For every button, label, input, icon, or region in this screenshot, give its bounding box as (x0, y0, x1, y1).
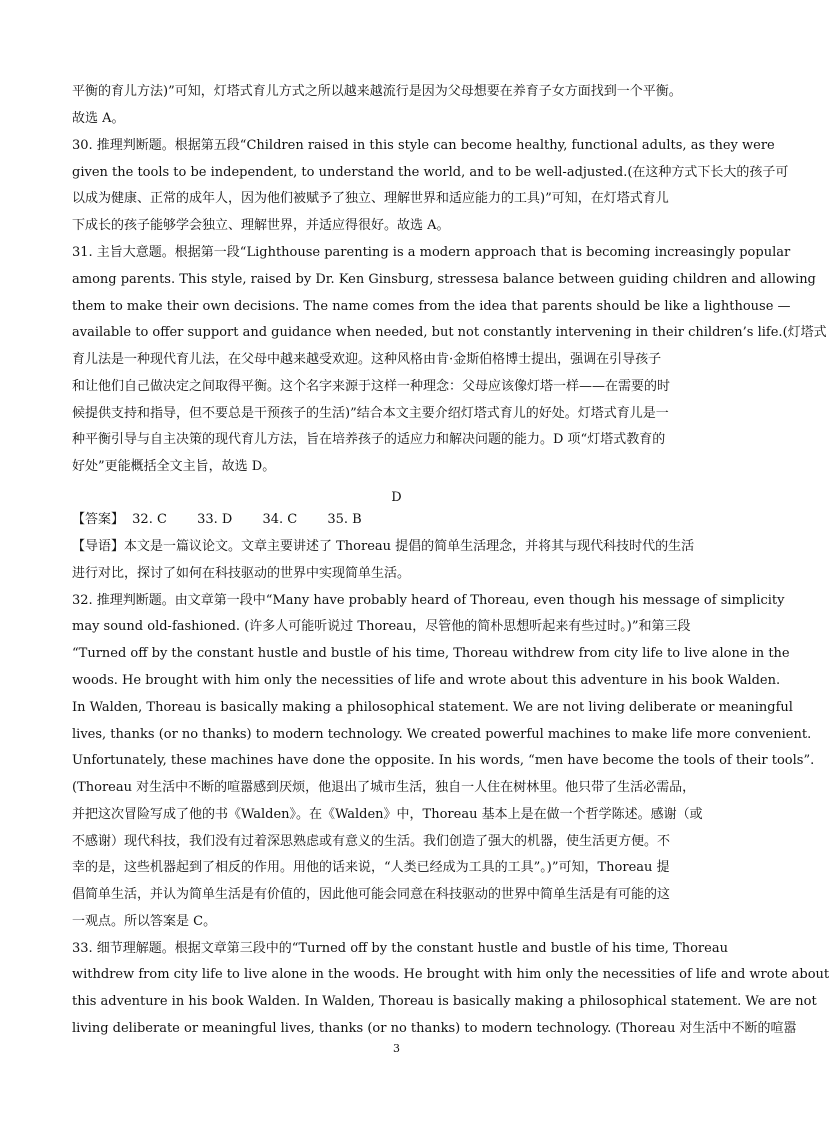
answer-row (72, 511, 388, 528)
text-line: 平衡的育儿方法)”可知，灯塔式育儿方式之所以越来越流行是因为父母想要在养育子女方面找到一个平衡。 (72, 84, 682, 99)
text-line: 32. 推理判断题。由文章第一段中“Many have probably heard of Thoreau, even though his message of simplicity (72, 593, 785, 608)
text-line: given the tools to be independent, to understand the world, and to be well-adjusted.(在这种方式下长大的孩子可 (72, 165, 789, 180)
text-line: them to make their own decisions. The name comes from the idea that parents should be like a lighthouse — (72, 299, 791, 314)
answer-item: 34. C (262, 512, 298, 527)
text-line: 好处”更能概括全文主旨，故选 D。 (72, 459, 276, 474)
page-number: 3 (393, 1042, 400, 1055)
text-line: lives, thanks (or no thanks) to modern technology. We created powerful machines to make life more convenient. (72, 727, 812, 742)
text-line: withdrew from city life to live alone in the woods. He brought with him only the necessities of life and wrote about (72, 967, 829, 982)
answer-item: 35. B (327, 512, 362, 527)
text-line: 和让他们自己做决定之间取得平衡。这个名字来源于这样一种理念：父母应该像灯塔一样——在需要的时 (72, 379, 671, 394)
text-line: “Turned off by the constant hustle and bustle of his time, Thoreau withdrew from city life to live alone in the (72, 646, 790, 661)
text-line: woods. He brought with him only the necessities of life and wrote about this adventure in his book Walden. (72, 673, 781, 688)
text-line: 并把这次冒险写成了他的书《Walden》。在《Walden》中，Thoreau 基本上是在做一个哲学陈述。感谢（或 (72, 807, 703, 822)
text-line: 种平衡引导与自主决策的现代育儿方法，旨在培养孩子的适应力和解决问题的能力。D 项“灯塔式教育的 (72, 432, 666, 447)
section-letter: D (391, 490, 402, 505)
answer-label: 【答案】 (72, 512, 125, 527)
text-line: 育儿法是一种现代育儿法，在父母中越来越受欢迎。这种风格由肯·金斯伯格博士提出，强调在引导孩子 (72, 352, 662, 367)
text-line: among parents. This style, raised by Dr. Ken Ginsburg, stressesa balance between guiding children and allowing (72, 272, 816, 287)
text-line: 幸的是，这些机器起到了相反的作用。用他的话来说，“人类已经成为工具的工具”。)”可知，Thoreau 提 (72, 860, 670, 875)
text-line: living deliberate or meaningful lives, thanks (or no thanks) to modern technology. (Thoreau 对生活中不断的喧嚣 (72, 1021, 797, 1036)
text-line: 不感谢）现代科技，我们没有过着深思熟虑或有意义的生活。我们创造了强大的机器，使生活更方便。不 (72, 834, 671, 849)
text-line: (Thoreau 对生活中不断的喧嚣感到厌烦，他退出了城市生活，独自一人住在树林里。他只带了生活必需品， (72, 780, 696, 795)
text-line: 下成长的孩子能够学会独立、理解世界，并适应得很好。故选 A。 (72, 218, 450, 233)
text-line: 以成为健康、正常的成年人，因为他们被赋予了独立、理解世界和适应能力的工具)”可知，在灯塔式育儿 (72, 191, 669, 206)
text-line: 一观点。所以答案是 C。 (72, 914, 217, 929)
text-line: available to offer support and guidance when needed, but not constantly intervening in their children’s life.(灯塔式 (72, 325, 827, 340)
text-line: 30. 推理判断题。根据第五段“Children raised in this style can become healthy, functional adults, as they were (72, 138, 775, 153)
text-line: 【导语】本文是一篇议论文。文章主要讲述了 Thoreau 提倡的简单生活理念，并将其与现代科技时代的生活 (72, 539, 695, 554)
text-line: Unfortunately, these machines have done the opposite. In his words, “men have become the tools of their tools”. (72, 753, 815, 768)
text-line: may sound old-fashioned. (许多人可能听说过 Thoreau，尽管他的简朴思想听起来有些过时。)”和第三段 (72, 619, 691, 634)
answer-item: 33. D (197, 512, 233, 527)
text-line: 候提供支持和指导，但不要总是干预孩子的生活)”结合本文主要介绍灯塔式育儿的好处。灯塔式育儿是一 (72, 406, 669, 421)
text-line: 故选 A。 (72, 111, 125, 126)
text-line: 33. 细节理解题。根据文章第三段中的“Turned off by the constant hustle and bustle of his time, Thoreau (72, 941, 728, 956)
text-line: 倡简单生活，并认为简单生活是有价值的，因此他可能会同意在科技驱动的世界中简单生活是有可能的这 (72, 887, 671, 902)
answer-item: 32. C (132, 512, 167, 527)
text-line: this adventure in his book Walden. In Walden, Thoreau is basically making a philosophical statement. We are not (72, 994, 817, 1009)
text-line: In Walden, Thoreau is basically making a philosophical statement. We are not living deliberate or meaningful (72, 700, 793, 715)
text-line: 31. 主旨大意题。根据第一段“Lighthouse parenting is a modern approach that is becoming increasingly popular (72, 245, 791, 260)
text-line: 进行对比，探讨了如何在科技驱动的世界中实现简单生活。 (72, 566, 411, 581)
